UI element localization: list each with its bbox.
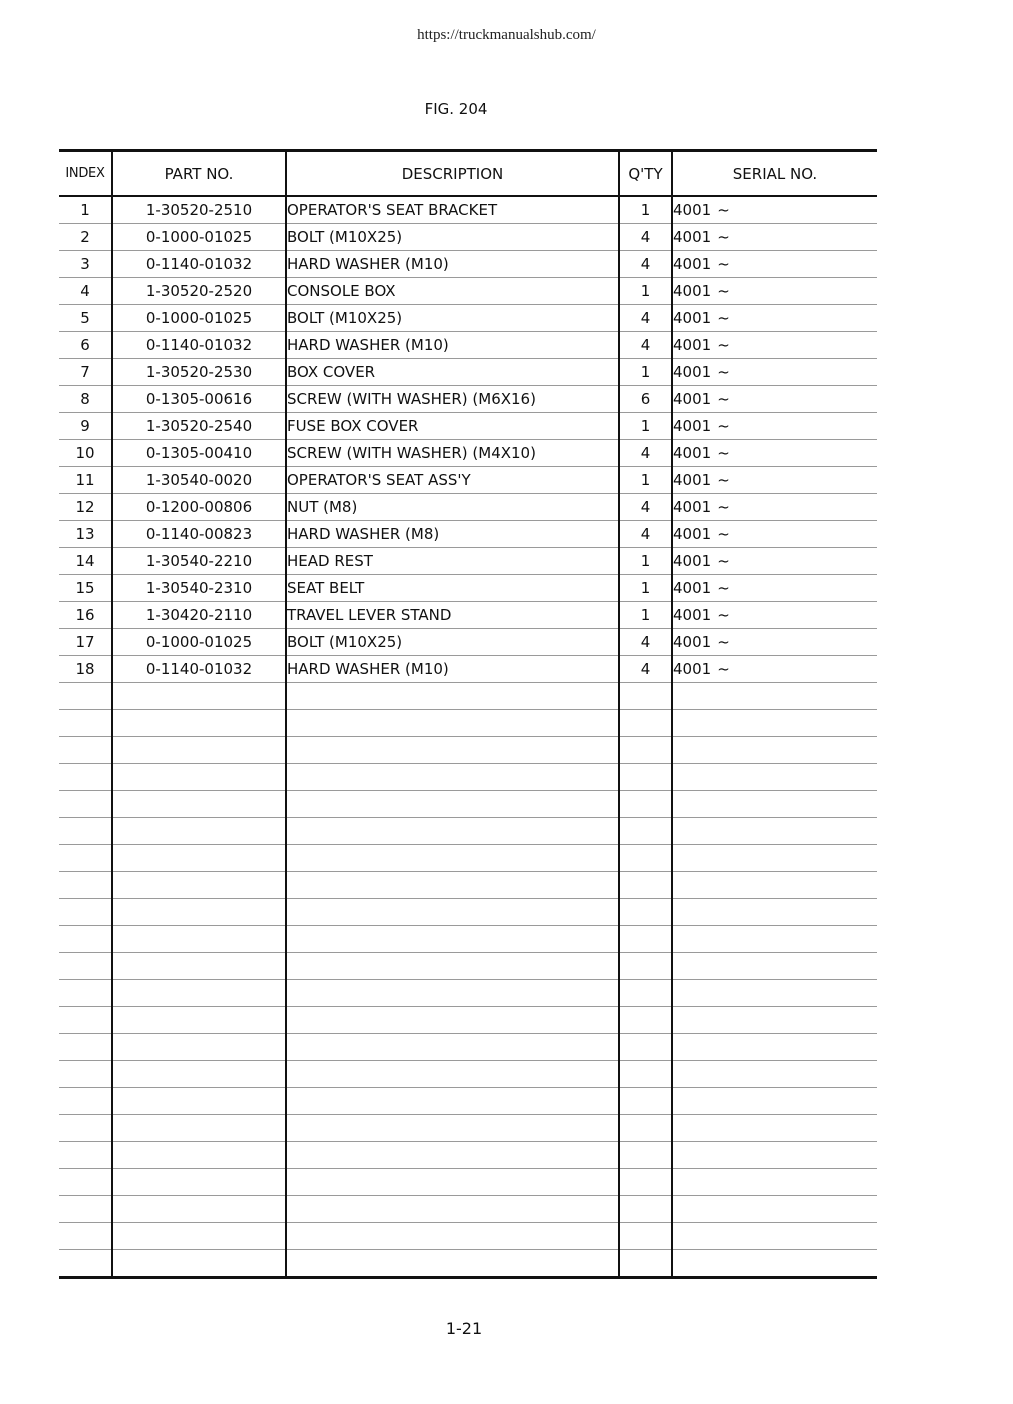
blank-cell <box>672 1169 877 1196</box>
blank-cell <box>59 683 112 710</box>
cell-qty: 4 <box>619 251 672 278</box>
cell-description: HARD WASHER (M10) <box>286 251 619 278</box>
column-header-description: DESCRIPTION <box>286 151 619 197</box>
table-row <box>59 629 877 656</box>
blank-cell <box>112 683 286 710</box>
blank-table-row <box>59 737 877 764</box>
cell-description: OPERATOR'S SEAT ASS'Y <box>286 467 619 494</box>
serial-start: 4001 <box>673 498 712 516</box>
blank-cell <box>672 1088 877 1115</box>
blank-cell <box>672 1115 877 1142</box>
serial-start: 4001 <box>673 228 712 246</box>
blank-cell <box>59 953 112 980</box>
table-row <box>59 440 877 467</box>
cell-index: 14 <box>59 548 112 575</box>
blank-table-row <box>59 926 877 953</box>
blank-cell <box>59 926 112 953</box>
serial-range-mark: ~ <box>717 525 730 543</box>
cell-part-no: 0-1140-01032 <box>112 251 286 278</box>
blank-cell <box>286 737 619 764</box>
cell-part-no: 0-1140-00823 <box>112 521 286 548</box>
blank-cell <box>112 1034 286 1061</box>
blank-cell <box>672 1142 877 1169</box>
cell-serial-no <box>672 575 877 602</box>
cell-description: OPERATOR'S SEAT BRACKET <box>286 196 619 224</box>
blank-cell <box>619 1223 672 1250</box>
cell-qty: 4 <box>619 629 672 656</box>
serial-range-mark: ~ <box>717 552 730 570</box>
blank-cell <box>286 1250 619 1278</box>
column-header-serial-no: SERIAL NO. <box>672 151 877 197</box>
cell-part-no: 1-30520-2510 <box>112 196 286 224</box>
cell-serial-no <box>672 494 877 521</box>
cell-part-no: 1-30520-2540 <box>112 413 286 440</box>
table-row <box>59 548 877 575</box>
blank-table-row <box>59 1088 877 1115</box>
serial-start: 4001 <box>673 444 712 462</box>
blank-cell <box>619 710 672 737</box>
blank-cell <box>112 1088 286 1115</box>
cell-part-no: 0-1140-01032 <box>112 656 286 683</box>
blank-table-row <box>59 872 877 899</box>
cell-qty: 4 <box>619 305 672 332</box>
cell-part-no: 0-1000-01025 <box>112 224 286 251</box>
serial-range-mark: ~ <box>717 255 730 273</box>
blank-cell <box>112 1169 286 1196</box>
serial-start: 4001 <box>673 282 712 300</box>
cell-serial-no <box>672 224 877 251</box>
cell-description: BOLT (M10X25) <box>286 224 619 251</box>
table-row <box>59 278 877 305</box>
table-row <box>59 575 877 602</box>
blank-cell <box>619 764 672 791</box>
blank-cell <box>619 872 672 899</box>
blank-cell <box>672 737 877 764</box>
serial-range-mark: ~ <box>717 363 730 381</box>
blank-cell <box>619 818 672 845</box>
header-url: https://truckmanualshub.com/ <box>417 27 596 43</box>
blank-table-row <box>59 764 877 791</box>
cell-part-no: 0-1200-00806 <box>112 494 286 521</box>
cell-index: 10 <box>59 440 112 467</box>
serial-start: 4001 <box>673 390 712 408</box>
cell-index: 3 <box>59 251 112 278</box>
blank-cell <box>286 818 619 845</box>
cell-part-no: 1-30520-2530 <box>112 359 286 386</box>
table-row <box>59 224 877 251</box>
blank-cell <box>112 845 286 872</box>
cell-description: CONSOLE BOX <box>286 278 619 305</box>
cell-index: 11 <box>59 467 112 494</box>
cell-part-no: 1-30520-2520 <box>112 278 286 305</box>
serial-range-mark: ~ <box>717 228 730 246</box>
blank-cell <box>59 1223 112 1250</box>
blank-cell <box>59 1034 112 1061</box>
cell-description: SCREW (WITH WASHER) (M4X10) <box>286 440 619 467</box>
blank-cell <box>112 926 286 953</box>
blank-cell <box>112 818 286 845</box>
blank-table-row <box>59 791 877 818</box>
blank-cell <box>286 980 619 1007</box>
blank-cell <box>112 1115 286 1142</box>
blank-cell <box>619 1034 672 1061</box>
blank-cell <box>59 899 112 926</box>
blank-table-row <box>59 1223 877 1250</box>
serial-start: 4001 <box>673 525 712 543</box>
cell-description: FUSE BOX COVER <box>286 413 619 440</box>
cell-qty: 1 <box>619 575 672 602</box>
serial-start: 4001 <box>673 579 712 597</box>
cell-description: HARD WASHER (M10) <box>286 332 619 359</box>
cell-index: 7 <box>59 359 112 386</box>
blank-cell <box>672 1061 877 1088</box>
serial-start: 4001 <box>673 417 712 435</box>
blank-cell <box>619 1088 672 1115</box>
cell-index: 5 <box>59 305 112 332</box>
cell-serial-no <box>672 251 877 278</box>
blank-cell <box>619 1061 672 1088</box>
cell-serial-no <box>672 467 877 494</box>
cell-description: SEAT BELT <box>286 575 619 602</box>
blank-cell <box>112 1061 286 1088</box>
blank-cell <box>286 1034 619 1061</box>
blank-cell <box>619 926 672 953</box>
blank-cell <box>619 953 672 980</box>
cell-qty: 1 <box>619 196 672 224</box>
table-row <box>59 656 877 683</box>
cell-index: 2 <box>59 224 112 251</box>
blank-table-row <box>59 1142 877 1169</box>
serial-range-mark: ~ <box>717 633 730 651</box>
table-row <box>59 521 877 548</box>
cell-index: 6 <box>59 332 112 359</box>
blank-cell <box>619 1007 672 1034</box>
blank-cell <box>59 764 112 791</box>
blank-cell <box>619 899 672 926</box>
table-row <box>59 196 877 224</box>
blank-cell <box>286 926 619 953</box>
blank-cell <box>672 872 877 899</box>
blank-table-row <box>59 818 877 845</box>
blank-cell <box>112 953 286 980</box>
cell-index: 12 <box>59 494 112 521</box>
cell-description: BOX COVER <box>286 359 619 386</box>
blank-cell <box>672 764 877 791</box>
blank-cell <box>59 1061 112 1088</box>
blank-cell <box>286 791 619 818</box>
blank-cell <box>112 1007 286 1034</box>
cell-serial-no <box>672 196 877 224</box>
blank-cell <box>672 1223 877 1250</box>
blank-cell <box>112 1223 286 1250</box>
cell-part-no: 0-1000-01025 <box>112 305 286 332</box>
blank-cell <box>112 1196 286 1223</box>
blank-table-row <box>59 899 877 926</box>
cell-serial-no <box>672 413 877 440</box>
serial-start: 4001 <box>673 552 712 570</box>
blank-cell <box>672 845 877 872</box>
blank-cell <box>112 872 286 899</box>
blank-cell <box>286 1061 619 1088</box>
blank-cell <box>286 899 619 926</box>
cell-description: TRAVEL LEVER STAND <box>286 602 619 629</box>
blank-cell <box>112 737 286 764</box>
cell-part-no: 1-30540-0020 <box>112 467 286 494</box>
cell-qty: 4 <box>619 494 672 521</box>
blank-cell <box>619 1250 672 1278</box>
cell-index: 17 <box>59 629 112 656</box>
serial-range-mark: ~ <box>717 390 730 408</box>
serial-start: 4001 <box>673 309 712 327</box>
blank-cell <box>59 1115 112 1142</box>
table-row <box>59 251 877 278</box>
cell-part-no: 1-30420-2110 <box>112 602 286 629</box>
blank-cell <box>672 980 877 1007</box>
figure-title: FIG. 204 <box>424 100 488 118</box>
blank-cell <box>672 1250 877 1278</box>
cell-index: 4 <box>59 278 112 305</box>
cell-qty: 1 <box>619 602 672 629</box>
blank-cell <box>59 980 112 1007</box>
serial-range-mark: ~ <box>717 282 730 300</box>
serial-start: 4001 <box>673 363 712 381</box>
blank-cell <box>59 1196 112 1223</box>
cell-serial-no <box>672 305 877 332</box>
serial-range-mark: ~ <box>717 579 730 597</box>
cell-part-no: 0-1305-00616 <box>112 386 286 413</box>
blank-cell <box>59 710 112 737</box>
column-header-index: INDEX <box>59 151 112 197</box>
blank-cell <box>59 1088 112 1115</box>
blank-cell <box>286 845 619 872</box>
blank-table-row <box>59 1007 877 1034</box>
blank-cell <box>286 872 619 899</box>
parts-table <box>59 149 877 1279</box>
cell-index: 13 <box>59 521 112 548</box>
cell-description: BOLT (M10X25) <box>286 305 619 332</box>
table-row <box>59 359 877 386</box>
blank-cell <box>59 872 112 899</box>
blank-cell <box>59 737 112 764</box>
blank-cell <box>286 1223 619 1250</box>
serial-range-mark: ~ <box>717 471 730 489</box>
cell-index: 9 <box>59 413 112 440</box>
blank-cell <box>286 1142 619 1169</box>
blank-cell <box>112 1250 286 1278</box>
table-row <box>59 386 877 413</box>
cell-index: 16 <box>59 602 112 629</box>
cell-serial-no <box>672 656 877 683</box>
cell-index: 8 <box>59 386 112 413</box>
blank-cell <box>672 710 877 737</box>
blank-cell <box>619 1196 672 1223</box>
blank-cell <box>619 1142 672 1169</box>
cell-index: 15 <box>59 575 112 602</box>
page-number: 1-21 <box>445 1319 483 1338</box>
cell-qty: 1 <box>619 359 672 386</box>
blank-cell <box>672 1034 877 1061</box>
blank-table-row <box>59 1061 877 1088</box>
cell-qty: 1 <box>619 413 672 440</box>
blank-cell <box>672 1196 877 1223</box>
cell-part-no: 1-30540-2210 <box>112 548 286 575</box>
cell-qty: 4 <box>619 332 672 359</box>
blank-table-row <box>59 953 877 980</box>
table-row <box>59 413 877 440</box>
serial-start: 4001 <box>673 606 712 624</box>
serial-start: 4001 <box>673 633 712 651</box>
serial-range-mark: ~ <box>717 444 730 462</box>
cell-serial-no <box>672 440 877 467</box>
table-row <box>59 494 877 521</box>
blank-cell <box>286 764 619 791</box>
serial-start: 4001 <box>673 660 712 678</box>
blank-cell <box>672 899 877 926</box>
blank-cell <box>619 791 672 818</box>
blank-table-row <box>59 980 877 1007</box>
blank-cell <box>672 1007 877 1034</box>
parts-table-body <box>59 196 877 1278</box>
cell-serial-no <box>672 386 877 413</box>
blank-cell <box>112 980 286 1007</box>
blank-cell <box>59 818 112 845</box>
cell-qty: 4 <box>619 440 672 467</box>
cell-serial-no <box>672 359 877 386</box>
blank-table-row <box>59 845 877 872</box>
column-header-qty: Q'TY <box>619 151 672 197</box>
blank-cell <box>286 1115 619 1142</box>
blank-cell <box>672 683 877 710</box>
serial-range-mark: ~ <box>717 498 730 516</box>
cell-qty: 1 <box>619 278 672 305</box>
cell-index: 1 <box>59 196 112 224</box>
cell-part-no: 0-1305-00410 <box>112 440 286 467</box>
cell-serial-no <box>672 548 877 575</box>
blank-cell <box>286 1196 619 1223</box>
cell-description: BOLT (M10X25) <box>286 629 619 656</box>
serial-range-mark: ~ <box>717 201 730 219</box>
blank-table-row <box>59 1196 877 1223</box>
cell-description: HARD WASHER (M8) <box>286 521 619 548</box>
blank-cell <box>619 845 672 872</box>
table-row <box>59 305 877 332</box>
cell-qty: 1 <box>619 548 672 575</box>
cell-part-no: 1-30540-2310 <box>112 575 286 602</box>
cell-serial-no <box>672 602 877 629</box>
cell-description: HEAD REST <box>286 548 619 575</box>
blank-cell <box>619 737 672 764</box>
blank-cell <box>286 710 619 737</box>
blank-table-row <box>59 683 877 710</box>
blank-cell <box>286 683 619 710</box>
cell-description: NUT (M8) <box>286 494 619 521</box>
serial-range-mark: ~ <box>717 336 730 354</box>
blank-cell <box>286 1088 619 1115</box>
cell-qty: 4 <box>619 521 672 548</box>
blank-cell <box>672 926 877 953</box>
blank-cell <box>619 1169 672 1196</box>
blank-cell <box>672 791 877 818</box>
cell-serial-no <box>672 278 877 305</box>
blank-cell <box>672 953 877 980</box>
cell-part-no: 0-1140-01032 <box>112 332 286 359</box>
blank-cell <box>112 791 286 818</box>
blank-cell <box>112 710 286 737</box>
table-row <box>59 602 877 629</box>
blank-table-row <box>59 1169 877 1196</box>
cell-qty: 4 <box>619 224 672 251</box>
cell-serial-no <box>672 332 877 359</box>
blank-cell <box>619 1115 672 1142</box>
blank-table-row <box>59 1034 877 1061</box>
table-row <box>59 332 877 359</box>
serial-start: 4001 <box>673 471 712 489</box>
blank-cell <box>619 683 672 710</box>
blank-cell <box>112 899 286 926</box>
blank-cell <box>286 1007 619 1034</box>
blank-cell <box>59 1250 112 1278</box>
cell-part-no: 0-1000-01025 <box>112 629 286 656</box>
blank-cell <box>59 1142 112 1169</box>
blank-cell <box>286 953 619 980</box>
cell-index: 18 <box>59 656 112 683</box>
blank-cell <box>59 1007 112 1034</box>
blank-cell <box>112 764 286 791</box>
cell-qty: 4 <box>619 656 672 683</box>
serial-range-mark: ~ <box>717 417 730 435</box>
cell-description: SCREW (WITH WASHER) (M6X16) <box>286 386 619 413</box>
blank-cell <box>59 791 112 818</box>
blank-cell <box>59 1169 112 1196</box>
blank-cell <box>619 980 672 1007</box>
serial-range-mark: ~ <box>717 660 730 678</box>
blank-table-row <box>59 1250 877 1278</box>
blank-table-row <box>59 710 877 737</box>
blank-cell <box>112 1142 286 1169</box>
table-header-row <box>59 151 877 197</box>
blank-cell <box>286 1169 619 1196</box>
blank-table-row <box>59 1115 877 1142</box>
table-row <box>59 467 877 494</box>
blank-cell <box>59 845 112 872</box>
cell-description: HARD WASHER (M10) <box>286 656 619 683</box>
serial-start: 4001 <box>673 201 712 219</box>
serial-range-mark: ~ <box>717 606 730 624</box>
serial-start: 4001 <box>673 336 712 354</box>
cell-serial-no <box>672 521 877 548</box>
cell-qty: 6 <box>619 386 672 413</box>
cell-serial-no <box>672 629 877 656</box>
serial-range-mark: ~ <box>717 309 730 327</box>
column-header-part-no: PART NO. <box>112 151 286 197</box>
blank-cell <box>672 818 877 845</box>
serial-start: 4001 <box>673 255 712 273</box>
cell-qty: 1 <box>619 467 672 494</box>
